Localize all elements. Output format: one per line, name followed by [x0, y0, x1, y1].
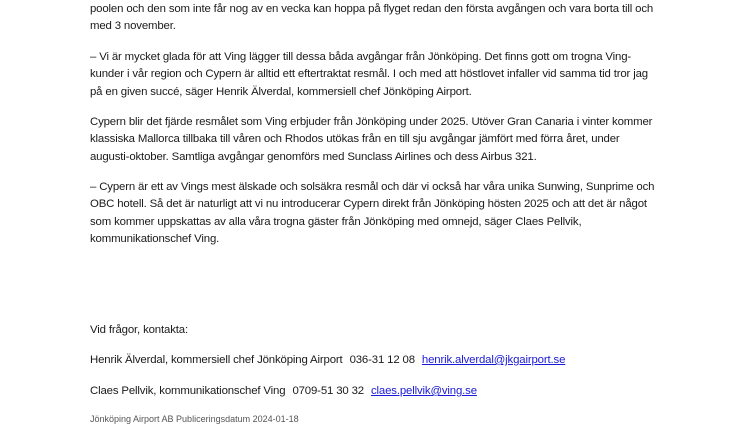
contact-phone: 0709-51 30 32	[292, 385, 364, 397]
paragraph-4-quote-pellvik: – Cypern är ett av Vings mest älskade och solsäkra resmål och där vi också har våra unika Sunwing, Sunprime och OBC hotell. Så det är naturligt att vi nu introducerar Cypern direkt från Jönköping hösten 2025 och att det är något som kommer uppskattas av alla våra trogna gäster från Jönköping med omnejd, säger Claes Pellvik, kommunikationschef Ving.	[90, 181, 655, 245]
contact-name-title: Henrik Älverdal, kommersiell chef Jönköping Airport	[90, 354, 343, 366]
contact-email-link[interactable]: henrik.alverdal@jkgairport.se	[421, 354, 566, 366]
paragraph-3: Cypern blir det fjärde resmålet som Ving erbjuder från Jönköping under 2025. Utöver Gran Canaria i vinter kommer klassiska Mallorca tillbaka till våren och Rhodos utökas från en till sju avgångar jämfört med förra året, under augusti-oktober. Samtliga avgångar genomförs med Sunclass Airlines och dess Airbus 321.	[90, 116, 653, 163]
contact-line-alverdal	[90, 352, 660, 369]
document-footer: Jönköping Airport AB Publiceringsdatum 2024-01-18	[90, 414, 299, 424]
contact-heading: Vid frågor, kontakta:	[90, 324, 188, 336]
contact-name-title: Claes Pellvik, kommunikationschef Ving	[90, 385, 286, 397]
contact-phone: 036-31 12 08	[349, 354, 415, 366]
paragraph-2-quote-alverdal: – Vi är mycket glada för att Ving lägger till dessa båda avgångar från Jönköping. Det finns gott om trogna Ving-kunder i vår region och Cypern är alltid ett eftertraktat resmål. I och med att höstlovet infaller vid samma tid tror jag på en given succé, säger Henrik Älverdal, kommersiell chef Jönköping Airport.	[90, 51, 648, 98]
paragraph-1: poolen och den som inte får nog av en vecka kan hoppa på flyget redan den första avgången och vara borta till och med 3 november.	[90, 3, 654, 33]
contact-line-pellvik	[90, 383, 660, 400]
contact-email-link[interactable]: claes.pellvik@ving.se	[370, 385, 477, 397]
